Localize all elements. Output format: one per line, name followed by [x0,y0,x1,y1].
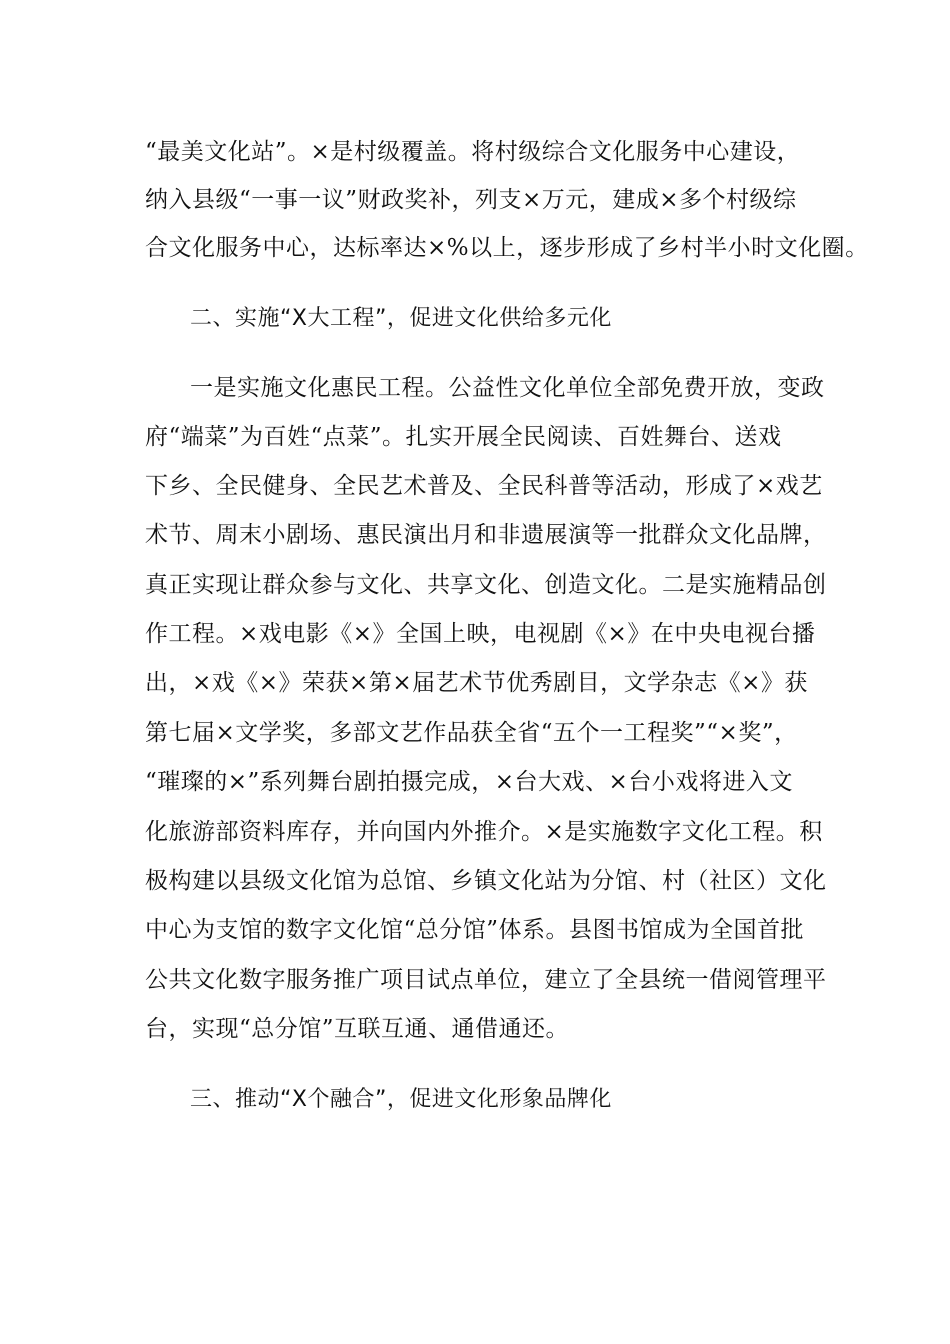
section-heading-3: 三、推动“X个融合”，促进文化形象品牌化 [190,1087,612,1112]
paragraph-line: 下乡、全民健身、全民艺术普及、全民科普等活动，形成了×戏艺 [145,473,823,499]
paragraph-line: 极构建以县级文化馆为总馆、乡镇文化站为分馆、村（社区）文化 [145,868,827,894]
paragraph-line: 一是实施文化惠民工程。公益性文化单位全部免费开放，变政 [190,375,825,401]
paragraph-line: 台，实现“总分馆”互联互通、通借通还。 [145,1016,570,1042]
paragraph-line: 真正实现让群众参与文化、共享文化、创造文化。二是实施精品创 [145,572,827,598]
paragraph-line: 作工程。×戏电影《×》全国上映，电视剧《×》在中央电视台播 [145,621,816,647]
paragraph-line: 纳入县级“一事一议”财政奖补，列支×万元，建成×多个村级综 [145,187,797,213]
paragraph-line: 府“端菜”为百姓“点菜”。扎实开展全民阅读、百姓舞台、送戏 [145,424,782,450]
section-heading-2: 二、实施“X大工程”，促进文化供给多元化 [190,306,612,331]
paragraph-line: 合文化服务中心，达标率达×%以上，逐步形成了乡村半小时文化圈。 [145,235,869,261]
paragraph-line: 公共文化数字服务推广项目试点单位，建立了全县统一借阅管理平 [145,967,827,993]
paragraph-line: “璀璨的×”系列舞台剧拍摄完成，×台大戏、×台小戏将进入文 [145,769,793,795]
paragraph-line: 化旅游部资料库存，并向国内外推介。×是实施数字文化工程。积 [145,819,823,845]
paragraph-line: 术节、周末小剧场、惠民演出月和非遗展演等一批群众文化品牌， [145,522,827,548]
paragraph-line: “最美文化站”。×是村级覆盖。将村级综合文化服务中心建设， [145,139,801,165]
paragraph-line: 第七届×文学奖，多部文艺作品获全省“五个一工程奖”“×奖”， [145,720,798,746]
paragraph-line: 中心为支馆的数字文化馆“总分馆”体系。县图书馆成为全国首批 [145,917,805,943]
paragraph-line: 出，×戏《×》荣获×第×届艺术节优秀剧目，文学杂志《×》获 [145,670,808,696]
